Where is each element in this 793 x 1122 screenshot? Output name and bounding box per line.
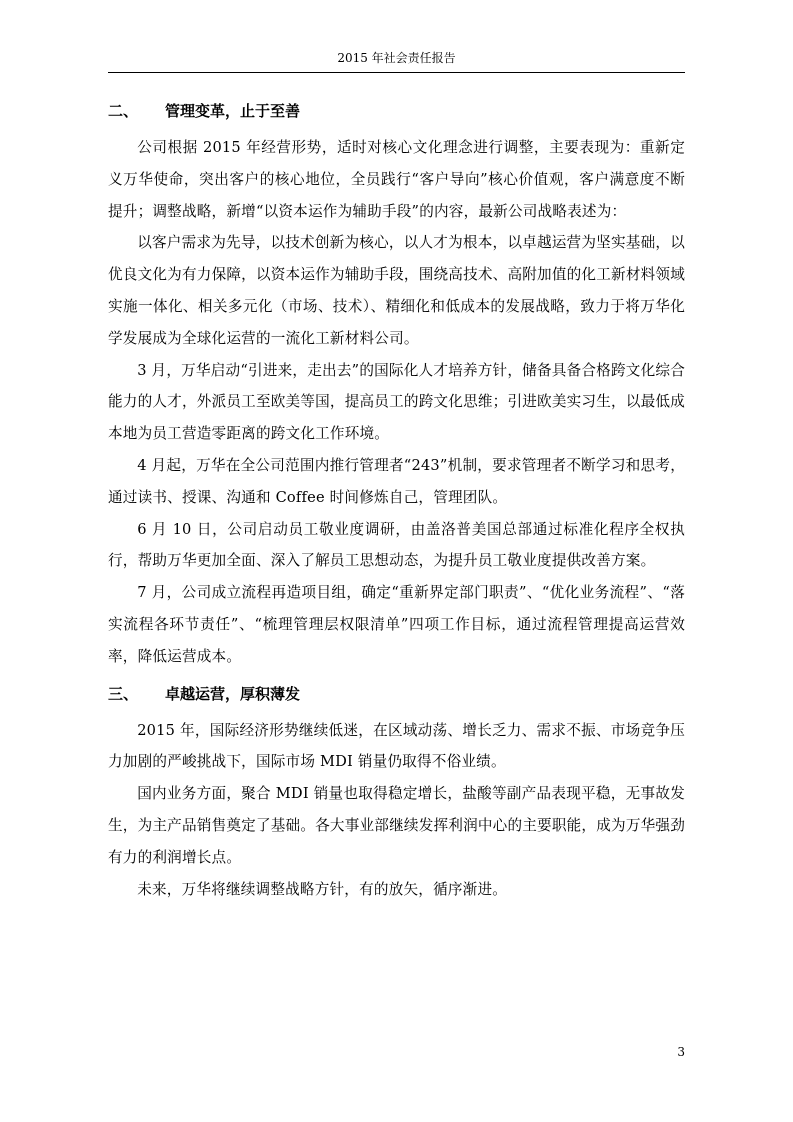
header-divider [108,72,685,73]
section-title: 卓越运营，厚积薄发 [165,684,301,703]
paragraph-strategy-statement: 以客户需求为先导，以技术创新为核心，以人才为根本，以卓越运营为坚实基础，以优良文化为有力保障，以资本运作为辅助手段，围绕高技术、高附加值的化工新材料领域实施一体化、相关多元化（市场、技术）、精细化和低成本的发展战略，致力于将万华化学发展成为全球化运营的一流化工新材料公司。 [108,234,685,347]
paragraph-engagement-survey: 6 月 10 日，公司启动员工敬业度调研，由盖洛普美国总部通过标准化程序全权执行，帮助万华更加全面、深入了解员工思想动态，为提升员工敬业度提供改善方案。 [108,520,685,570]
document-body [108,96,685,905]
page-number: 3 [677,1045,685,1059]
paragraph-process-reengineering: 7 月，公司成立流程再造项目组，确定“重新界定部门职责”、“优化业务流程”、“落实流程各环节责任”、“梳理管理层权限清单”四项工作目标，通过流程管理提高运营效率，降低运营成本。 [108,584,685,665]
paragraph-manager-mechanism: 4 月起，万华在全公司范围内推行管理者“243”机制，要求管理者不断学习和思考，通过读书、授课、沟通和 Coffee 时间修炼自己，管理团队。 [108,456,685,506]
report-header-title: 2015 年社会责任报告 [337,51,456,65]
paragraph-culture-adjustment: 公司根据 2015 年经营形势，适时对核心文化理念进行调整，主要表现为：重新定义万华使命，突出客户的核心地位，全员践行“客户导向”核心价值观，客户满意度不断提升；调整战略，新增“以资本运作为辅助手段”的内容，最新公司战略表述为： [108,139,685,220]
section-number: 二、 [108,102,139,120]
paragraph-domestic-business: 国内业务方面，聚合 MDI 销量也取得稳定增长，盐酸等副产品表现平稳，无事故发生，为主产品销售奠定了基础。各大事业部继续发挥利润中心的主要职能，成为万华强劲有力的利润增长点。 [108,785,685,866]
paragraph-international-market: 2015 年，国际经济形势继续低迷，在区域动荡、增长乏力、需求不振、市场竞争压力加剧的严峻挑战下，国际市场 MDI 销量仍取得不俗业绩。 [108,721,685,771]
paragraph-future-outlook: 未来，万华将继续调整战略方针，有的放矢，循序渐进。 [137,880,508,898]
paragraph-talent-policy: 3 月，万华启动“引进来，走出去”的国际化人才培养方针，储备具备合格跨文化综合能力的人才，外派员工至欧美等国，提高员工的跨文化思维；引进欧美实习生，以最低成本地为员工营造零距离的跨文化工作环境。 [108,361,685,443]
section-heading-management-reform [108,96,685,126]
section-number: 三、 [108,684,139,703]
section-title: 管理变革，止于至善 [165,102,301,120]
section-heading-operational-excellence [108,679,685,709]
